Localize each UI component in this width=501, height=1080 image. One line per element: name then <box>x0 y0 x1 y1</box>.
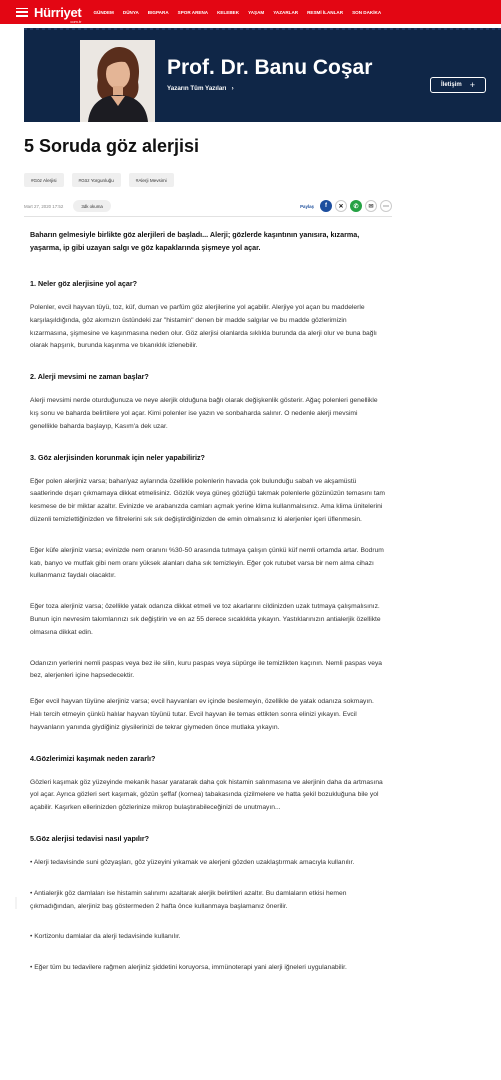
tag-chip[interactable]: #Alerji Mevsimi <box>129 173 174 187</box>
paragraph: Eğer toza alerjiniz varsa; özellikle yatak odanıza dikkat etmeli ve toz akarlarını cildinizden uzak tutmaya çalışmalısınız. Bunun için nevresim takımlarınızı sık değiştirin ve en az 55 derece sıcaklıkta yıkayın. Yastıklarınızın antialerjik özellikte olmasına dikkat edin. <box>30 603 381 636</box>
contact-label: İletişim <box>441 82 462 88</box>
logo-subtext: com.tr <box>70 18 82 24</box>
nav-item[interactable]: GÜNDEM <box>93 9 114 15</box>
nav-item[interactable]: SON DAKİKA <box>352 9 382 15</box>
facebook-share-icon[interactable]: f <box>320 200 332 212</box>
section-heading-1: 1. Neler göz alerjisine yol açar? <box>30 279 138 288</box>
share-label: Paylaş <box>300 203 314 209</box>
nav-item[interactable]: RESMİ İLANLAR <box>307 9 344 15</box>
contact-button[interactable] <box>430 77 486 93</box>
logo-text: Hürriyet <box>34 4 82 20</box>
nav-item[interactable]: YAZARLAR <box>273 9 299 15</box>
paragraph: Eğer evcil hayvan tüyüne alerjiniz varsa; evcil hayvanları ev içinde beslemeyin, özellikle de yatak odanıza sokmayın. Halı tercih etmeyin çünkü halılar hayvan tüyünü tutar. Evcil hayvan ile temas ettikten sonra elinizi yıkayın. Evcil hayvanların yanında giydiğiniz giysilerinizi de tekrar giymeden önce mutlaka yıkayın. <box>30 698 374 731</box>
nav-item[interactable]: YAŞAM <box>248 9 265 15</box>
article-meta <box>24 200 392 212</box>
all-articles-label: Yazarın Tüm Yazıları <box>167 85 227 92</box>
x-share-icon[interactable]: ✕ <box>335 200 347 212</box>
author-name[interactable]: Prof. Dr. Banu Coşar <box>167 56 373 79</box>
bullet-item: • Alerji tedavisinde suni gözyaşları, göz yüzeyini yıkamak ve alerjeni gözden uzaklaştırmak amacıyla kullanılır. <box>30 858 355 866</box>
more-options-icon[interactable]: ⋯ <box>380 200 392 212</box>
section-heading-4: 4.Gözlerimizi kaşımak neden zararlı? <box>30 753 156 763</box>
paragraph: Eğer polen alerjiniz varsa; bahar/yaz aylarında özellikle polenlerin havada çok bulunduğu sabah ve akşamüstü saatlerinde dışarı çıkmamaya dikkat etmelisiniz. Gözlük veya güneş gözlüğü takmak polenlerle gözünüzün temasını tam kesmese de bir miktar azaltır. Evinizde ve arabanızda camları açmak yerine klima kullanmalısınız. Ama klima ünitelerini düzenli temizlettiğinizden ve filtrelerini sık sık değiştirdiğinizden de emin olmalısınız ki alerjenler içeri üflenmesin. <box>30 477 385 523</box>
paragraph: Odanızın yerlerini nemli paspas veya bez ile silin, kuru paspas veya süpürge ile temizlikten kaçının. Nemli paspas veya bez, alerjenleri içine hapsedecektir. <box>30 659 383 680</box>
bullet-item: • Kortizonlu damlalar da alerji tedavisinde kullanılır. <box>30 933 181 941</box>
author-portrait-image <box>80 40 155 122</box>
section-heading-5: 5.Göz alerjisi tedavisi nasıl yapılır? <box>30 833 150 843</box>
section-heading-2: 2. Alerji mevsimi ne zaman başlar? <box>30 372 149 382</box>
article-title: 5 Soruda göz alerjisi <box>24 136 200 156</box>
plus-icon: + <box>469 79 475 90</box>
divider <box>24 216 392 217</box>
article-lead: Baharın gelmesiyle birlikte göz alerjileri de başladı... Alerji; gözlerde kaşıntının yanısıra, kızarma, yaşarma, ip gibi uzayan salgı ve göz kapaklarında şişmeye yol açar. <box>30 230 360 252</box>
site-logo[interactable] <box>34 4 82 24</box>
author-photo <box>80 40 155 122</box>
article-body <box>30 228 385 988</box>
read-time-badge: 3dk okuma <box>73 200 110 212</box>
nav-item[interactable]: SPOR ARENA <box>177 9 209 15</box>
email-share-icon[interactable]: ✉ <box>365 200 377 212</box>
paragraph: Polenler, evcil hayvan tüyü, toz, küf, duman ve parfüm göz alerjilerine yol açabilir. Alerjiye yol açan bu maddelerle karşılaşıldığında, göz akımızın üstündeki zar "histamin" denen bir madde salgılar ve bu madde gözlerimizin kızarmasına, şişmesine ve kaşınmasına neden olur. Göz alerjisi olanlarda sıklıkla burunda da alerji olur ve buna bağlı olarak hapşırık, burunda kaşınma ve tıkanıklık izlenebilir. <box>30 304 377 350</box>
paragraph: Gözleri kaşımak göz yüzeyinde mekanik hasar yaratarak daha çok histamin salınmasına ve alerjinin daha da artmasına yol açar. Ayrıca gözleri sert kaşımak, gözün şeffaf (kornea) tabakasında çizilmelere ve hatta şekil bozukluğuna bile yol açabilir. Kaşırken ellerinizden gözlerinize mikrop bulaştırabileceğinizi de unutmayın... <box>30 778 383 812</box>
bullet-item: • Eğer tüm bu tedavilere rağmen alerjiniz şiddetini koruyorsa, immünoterapi yani alerji iğneleri uygulanabilir. <box>30 964 347 972</box>
tag-chip[interactable]: #Göz Alerjisi <box>24 173 64 187</box>
author-banner <box>24 28 501 122</box>
chevron-right-icon: › <box>228 85 234 92</box>
publish-date: Mart 27, 2020 17:52 <box>24 203 64 209</box>
nav-item[interactable]: KELEBEK <box>217 9 240 15</box>
menu-icon[interactable] <box>16 8 28 17</box>
bullet-item: • Antialerjik göz damlaları ise histamin salınımı azaltarak alerjik belirtileri azaltır. Bu damlaların etkisi hemen çıkmadığından, alerjiniz baş göstermeden 2 hafta önce kullanmaya başlamanız önerilir. <box>30 889 347 910</box>
tag-list <box>24 173 174 187</box>
paragraph: Eğer küfe alerjiniz varsa; evinizde nem oranını %30-50 arasında tutmaya çalışın çünkü küf nemli ortamda artar. Bodrum katı, banyo ve mutfak gibi nem oranı yüksek alanları daha sık temizleyin. Eğer çok rutubet varsa bir nem alma cihazı kullanmanız faydalı olacaktır. <box>30 546 384 580</box>
nav-menu <box>93 10 381 15</box>
all-articles-link[interactable] <box>167 85 234 92</box>
top-navigation <box>0 0 501 24</box>
section-heading-3: 3. Göz alerjisinden korunmak için neler yapabiliriz? <box>30 452 205 462</box>
whatsapp-share-icon[interactable]: ✆ <box>350 200 362 212</box>
paragraph: Alerji mevsimi nerde oturduğunuza ve neye alerjik olduğuna bağlı olarak değişkenlik gösterir. Ağaç polenleri genellikle kış sonu ve baharda belirtilere yol açar. Kimi polenler ise yazın ve sonbaharda salınır. O nedenle alerji mevsimi genellikle baharda başlayıp, Kasım'a dek uzar. <box>30 397 378 430</box>
nav-item[interactable]: DÜNYA <box>122 9 139 15</box>
nav-item[interactable]: BIGPARA <box>147 9 169 15</box>
side-marker <box>15 897 17 909</box>
tag-chip[interactable]: #Göz Yorgunluğu <box>72 173 121 187</box>
